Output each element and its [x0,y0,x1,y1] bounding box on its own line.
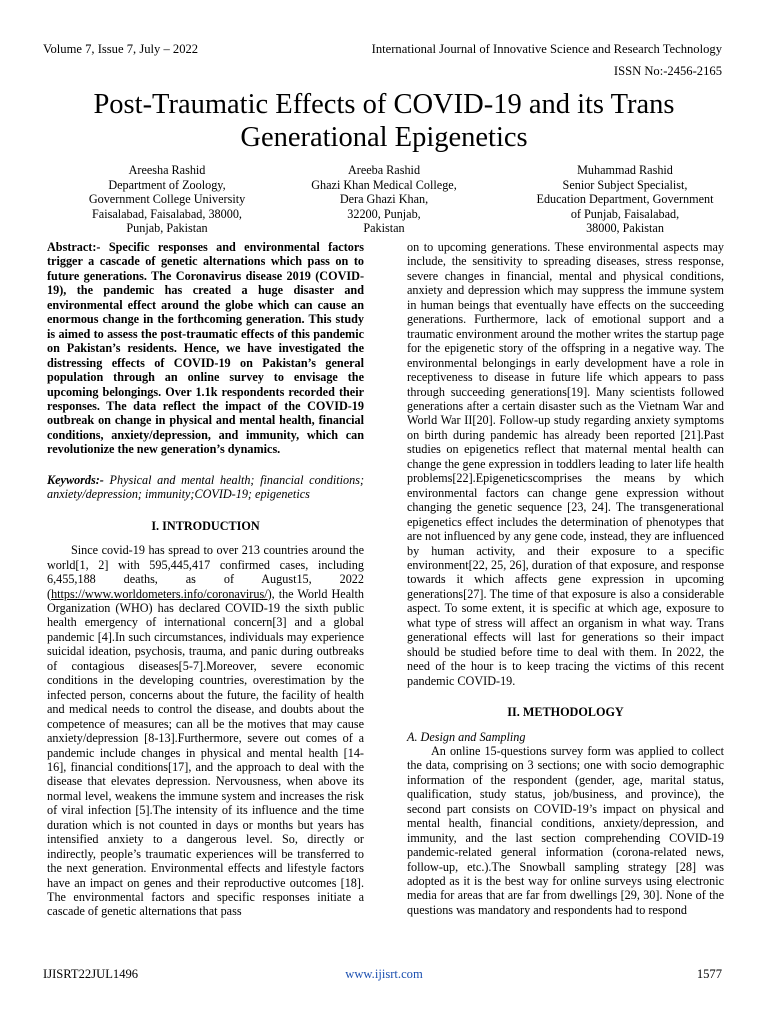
page-header-issn: ISSN No:-2456-2165 [613,64,722,78]
author-line: Punjab, Pakistan [126,221,208,236]
worldometers-link[interactable]: https://www.worldometers.info/coronavirus/ [51,586,268,601]
author-line: Pakistan [363,221,405,236]
introduction-paragraph [47,543,364,919]
introduction-continued: on to upcoming generations. These environmental aspects may include, the sensitivity to spreading diseases, stress response, severe changes in financial, mental and physical conditions, anxiety and depression which may suppress the immune system in human beings that eventually have effects on the succeeding generations. Furthermore, lack of emotional support and a traumatic environment around the mother writes the startup page for the epigenetic story of the offspring in a negative way. The environmental belongings in early development have a role in receptiveness to disease in future life which appears to pass through succeeding generations[19]. Many scientists followed generations after a certain disaster such as the Vietnam War and World War II[20]. Follow-up study regarding anxiety symptoms on birth during pandemic has already been reported [21].Past studies on epigenetics reflect that maternal mental health can change the gene expression in toddlers leading to later life health problems[22].Epigeneticscomprises the means by which environmental factors can change gene expression without changing the genetic sequence [23, 24]. The transgenerational epigenetics effect includes the determination of phenotypes that are not influenced by any gene code, instead, they are influenced by human activity, and their exposure to a specific environment[22, 25, 26], duration of that exposure, and response towards it which affects gene expression in upcoming generations[27]. The time of that exposure is also a considerable aspect. To some extent, it is specific at which age, exposure to what type of stress will affect an organism in what way. Trans generational effects will last for generations so their impact should be studied before time to deal with them. In 2022, the need of the hour is to keep tracing the victims of this recent pandemic COVID-19. [407,240,724,688]
abstract-text: Specific responses and environmental factors trigger a cascade of genetic alternations which pass on to future generations. The Coronavirus disease 2019 (COVID-19), the pandemic has created a huge disaster and environmental effect around the globe which can cause an enormous change in the forthcoming generation. This study is aimed to assess the post-traumatic effects of this pandemic on Pakistan’s residents. Hence, we have investigated the distressing effects of COVID-19 on Pakistan’s general population through an online survey to envisage the upcoming belongings. Over 1.1k respondents recorded their responses. The data reflect the impact of the COVID-19 outbreak on change in physical and mental health, financial conditions, anxiety/depression, and immunity, which can revolutionize the new generation’s dynamics. [47,240,365,457]
author-line: Department of Zoology, [108,177,226,192]
author-line: Ghazi Khan Medical College, [311,177,457,192]
author-line: Areesha Rashid [128,163,206,177]
introduction-heading: I. INTRODUCTION [151,518,260,533]
right-column [407,240,724,917]
keywords-label: Keywords:- [47,472,104,487]
author-line: 32200, Punjab, [347,206,421,221]
page-header-journal: International Journal of Innovative Science and Research Technology [371,42,722,56]
author-line: Areeba Rashid [347,163,421,177]
footer-page-number: 1577 [696,967,722,981]
keywords-text: Physical and mental health; financial conditions; anxiety/depression; immunity;COVID-19; epigenetics [47,472,364,502]
author-line: 38000, Pakistan [586,221,664,236]
author-line: Faisalabad, Faisalabad, 38000, [92,206,242,221]
author-block-2 [280,163,488,236]
design-sampling-heading: A. Design and Sampling [407,729,526,744]
footer-code: IJISRT22JUL1496 [43,967,139,981]
intro-text-continued: ), the World Health Organization (WHO) has declared COVID-19 the sixth public health emergency of international concern[3] and a global pandemic [4].In such circumstances, individuals may experience suicidal ideation, psychosis, trauma, and panic during outbreaks of contagious diseases[5-7].Moreover, severe economic conditions in the developing countries, overestimation by the infected person, concerns about the future, the facility of health and medical needs to control the disease, and doubts about the competence of measures; can all be the motives that may cause anxiety/depression [8-13].Furthermore, severe out comes of a pandemic include changes in physical and mental health [14-16], financial conditions[17], and the approach to deal with the disease that elevates depression. Nervousness, when above its normal level, weakens the immune system and increases the risk of viral infection [5].The intensity of its influence and the time duration which is not counted in days or months but years has intensified anxiety to a dangerous level. So, directly or indirectly, people’s traumatic experiences will be transferred to the next generation. Environmental effects and lifestyle factors have an impact on genes and their reproductive outcomes [18]. The environmental factors and specific responses initiate a cascade of genetic alternations that pass [47,586,364,919]
author-line: of Punjab, Faisalabad, [570,206,680,221]
author-line: Education Department, Government [536,192,714,207]
page-header-volume: Volume 7, Issue 7, July – 2022 [43,42,199,56]
design-sampling-paragraph: An online 15-questions survey form was applied to collect the data, comprising on 3 sections; one with socio demographic information of the respondent (gender, age, marital status, qualification, study status, job/business, and province), the second part consists on COVID-19’s impact on physical and mental health, financial conditions, anxiety/depression, and immunity, and the last section comprehending COVID-19 pandemic-related general information (corona-related news, follow-up, etc.).The Snowball sampling strategy [28] was adopted as it is the best way for online surveys using electronic media for areas that are far from dwellings [29, 30]. None of the questions was mandatory and respondents had to respond [407,743,724,917]
paper-title: Post-Traumatic Effects of COVID-19 and its Trans Generational Epigenetics [93,89,675,153]
methodology-heading: II. METHODOLOGY [507,705,624,720]
author-line: Senior Subject Specialist, [562,177,688,192]
author-block-1 [62,163,272,236]
left-column [47,240,364,919]
footer-site-link[interactable]: www.ijisrt.com [345,967,423,981]
author-block-3 [520,163,730,236]
intro-text: Since covid-19 has spread to over 213 countries around the world[1, 2] with 595,445,417 confirmed cases, including 6,455,188 deaths, as of August15, 2022 ( [47,543,364,601]
abstract-label: Abstract:- [47,240,101,254]
author-line: Dera Ghazi Khan, [339,192,429,207]
abstract [47,240,364,457]
author-line: Government College University [88,192,246,207]
author-line: Muhammad Rashid [577,163,673,177]
keywords [47,473,364,502]
